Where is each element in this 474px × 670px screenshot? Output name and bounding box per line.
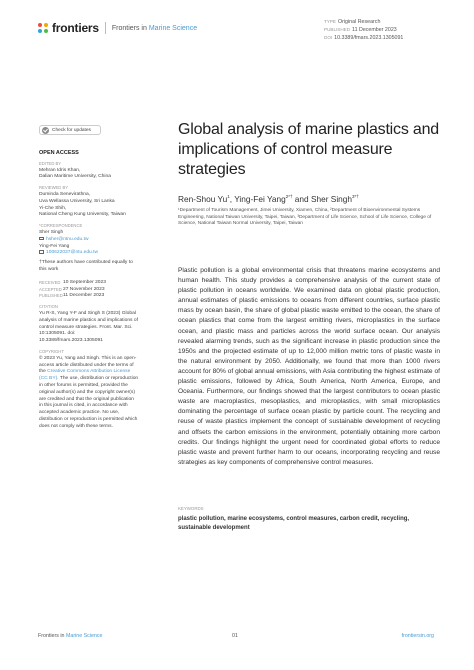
editor-name: Mehran Idris Khan, xyxy=(39,167,81,173)
corresponding-author: Sher Singh xyxy=(39,229,64,235)
license-link[interactable]: Creative Commons Attribution License (CC BY) xyxy=(39,369,131,382)
affiliations: ¹Department of Tourism Management, Jimei University, Xiamen, China, ²Department of Bioenvironmental Systems Engineering, National Taiwan University, Taipei, Taiwan, ³Department of Life Science, School of Life Science, College of Science, National Taiwan Normal University, Taipei, Taiwan xyxy=(178,208,432,226)
citation-text: Yu R-S, Yang Y-F and Singh S (2023) Global analysis of marine plastics and implications of control measure strategies. Front. Mar. Sci. 10:1305091. doi: 10.3389/fmars.2023.1305091 xyxy=(39,311,138,344)
corresponding-email[interactable]: 100622037@ntu.edu.tw xyxy=(39,250,139,257)
reviewed-by-heading: REVIEWED BY xyxy=(39,185,69,191)
equal-contribution-note: †These authors have contributed equally to this work xyxy=(39,260,133,273)
copyright-text: © 2023 Yu, Yang and Singh. This is an open-access article distributed under the terms of the Creative Commons Attribution License (CC BY). The use, distribution or reproduction in other forums is permitted, provided the original author(s) and the copyright owner(s) are credited and that the original publication in this journal is cited, in accordance with accepted academic practice. No use, distribution or reproduction is permitted which does not comply with these terms. xyxy=(39,355,139,429)
edited-by-heading: EDITED BY xyxy=(39,160,62,166)
keywords-list: plastic pollution, marine ecosystems, control measures, carbon credit, recycling, sustainable development xyxy=(178,516,410,531)
frontiers-logo-icon xyxy=(38,23,49,34)
citation-heading: CITATION xyxy=(39,304,58,310)
author-list: Ren-Shou Yu$^1$, Ying-Fei Yang$^{2*\dagger}$ and Sher Singh$^{3*\dagger}$ xyxy=(178,194,359,204)
open-access-label: OPEN ACCESS xyxy=(39,150,79,156)
reviewer-name: Duminda Senevirathna, xyxy=(39,191,91,197)
corresponding-email[interactable]: hsher@ntnu.edu.tw xyxy=(39,237,139,244)
logo-text: frontiers xyxy=(52,21,99,35)
reviewer-affiliation: National Cheng Kung University, Taiwan xyxy=(39,212,126,218)
check-for-updates-button[interactable]: Check for updates xyxy=(39,125,101,135)
author-name[interactable]: Sher Singh xyxy=(310,194,353,204)
article-title: Global analysis of marine plastics and implications of control measure strategies xyxy=(178,121,439,178)
author-name[interactable]: Ren-Shou Yu xyxy=(178,194,228,204)
correspondence-heading: *CORRESPONDENCE xyxy=(39,223,83,229)
article-header xyxy=(178,120,440,228)
check-icon xyxy=(42,127,49,134)
footer-journal: Frontiers in Marine Science xyxy=(38,633,103,639)
editor-affiliation: Dalian Maritime University, China xyxy=(39,174,111,180)
page-number: 01 xyxy=(232,633,238,639)
article-dates: RECEIVED 10 September 2023 ACCEPTED 27 November 2023 PUBLISHED 11 December 2023 xyxy=(39,279,106,299)
journal-name: Frontiers in Marine Science xyxy=(111,24,198,32)
author-name[interactable]: Ying-Fei Yang xyxy=(234,194,286,204)
page-header xyxy=(38,18,434,48)
logo-divider xyxy=(105,22,106,34)
footer-site-link[interactable]: frontiersin.org xyxy=(401,633,434,639)
reviewer-affiliation: Uva Wellassa University, Sri Lanka xyxy=(39,198,115,204)
abstract-text: Plastic pollution is a global environmental crisis that threatens marine ecosystems and human health. This study provides a comprehensive analysis of the current state of plastic pollution in oceans worldwide. We examined data on global plastic production, annual estimates of plastic emissions to oceans from different countries, surface plastic mass by ocean basin, the share of global plastic waste emitted to the ocean, the share of ocean plastics that come from the largest emitting rivers, microplastics in the surface ocean, and plastic mass and particles across the world surface ocean. Our analysis revealed alarming trends, such as the significant increase in plastic production since the 1950s and the projected estimate of up to 12,000 million metric tons of plastic waste in the natural environment by 2050. Additionally, we found that more than 1000 rivers account for 80% of global annual emissions, with Asia contributing the highest estimate of plastic emissions, followed by Africa, South America, North America, Europe, and Oceania. Furthermore, our findings showed that the largest contributors to ocean plastic waste are macroplastics, mesoplastics, and microplastics, with small microplastics dominating the percentage of surface ocean plastic by particle count. The recycling and reuse of waste plastics implement the concept of sustainable development of recycling and offsets the carbon emissions in the environment, potentially obtaining more carbon credits. Our findings highlight the urgent need for coordinated global efforts to reduce plastic waste and prevent further harm to our oceans, incorporating recycling and reuse strategies as key components of comprehensive control measures. xyxy=(178,267,440,466)
article-meta: TYPE Original Research PUBLISHED 11 December 2023 DOI 10.3389/fmars.2023.1305091 xyxy=(324,19,404,41)
reviewer-name: Yi-Che Shih, xyxy=(39,205,67,211)
keywords-heading: KEYWORDS xyxy=(178,506,204,511)
corresponding-author: Ying-Fei Yang xyxy=(39,243,70,249)
copyright-heading: COPYRIGHT xyxy=(39,349,64,355)
article-sidebar xyxy=(39,150,139,431)
envelope-icon xyxy=(39,250,44,254)
frontiers-logo[interactable] xyxy=(38,21,197,35)
envelope-icon xyxy=(39,237,44,241)
